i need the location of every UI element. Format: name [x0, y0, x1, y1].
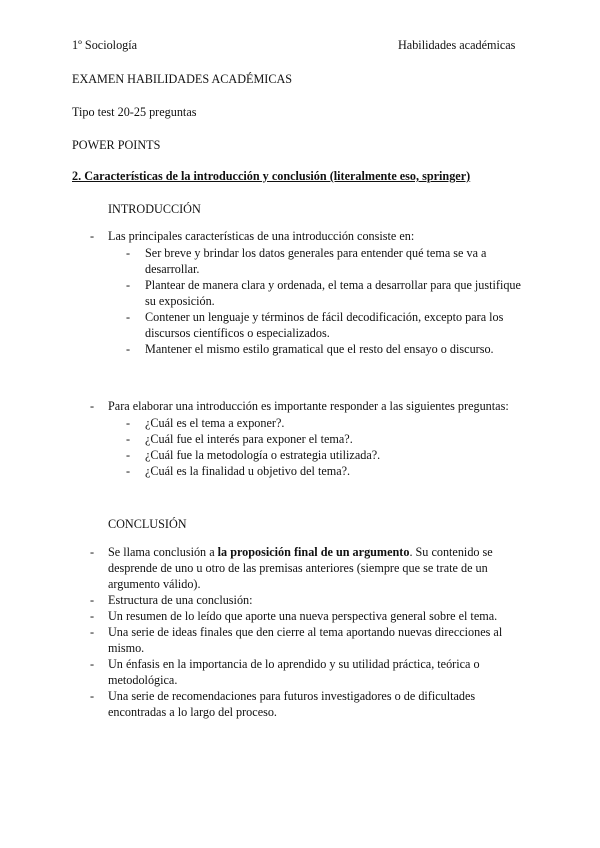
exam-subtitle: Tipo test 20-25 preguntas: [72, 105, 197, 119]
conclusion-item-4-line-2: mismo.: [108, 641, 145, 655]
conclusion-item-1-post: . Su contenido se: [409, 545, 493, 559]
sub-dash: -: [126, 310, 131, 324]
sub-dash: -: [126, 246, 131, 260]
intro-sub-2-line-2: su exposición.: [145, 294, 215, 308]
introduccion-heading: INTRODUCCIÓN: [108, 202, 201, 216]
question-3: ¿Cuál fue la metodología o estrategia utilizada?.: [145, 448, 381, 462]
intro-bullet-1-text: Las principales características de una introducción consiste en:: [108, 229, 415, 243]
sub-dash: -: [126, 464, 131, 478]
conclusion-item-4-line-1: Una serie de ideas finales que den cierre al tema aportando nuevas direcciones al: [108, 625, 503, 639]
intro-sub-1-line-2: desarrollar.: [145, 262, 200, 276]
intro-sub-2-line-1: Plantear de manera clara y ordenada, el tema a desarrollar para que justifique: [145, 278, 521, 292]
bullet-dash: -: [90, 229, 95, 243]
bullet-dash: -: [90, 545, 95, 559]
intro-sub-4-line-1: Mantener el mismo estilo gramatical que el resto del ensayo o discurso.: [145, 342, 494, 356]
question-1: ¿Cuál es el tema a exponer?.: [145, 416, 285, 430]
section-label: POWER POINTS: [72, 138, 161, 152]
bullet-dash: -: [90, 689, 95, 703]
intro-sub-3-line-2: discursos científicos o especializados.: [145, 326, 330, 340]
conclusion-item-1-pre: Se llama conclusión a: [108, 545, 218, 559]
conclusion-item-2: Estructura de una conclusión:: [108, 593, 253, 607]
conclusion-heading: CONCLUSIÓN: [108, 517, 187, 531]
bullet-dash: -: [90, 399, 95, 413]
section-heading: 2. Características de la introducción y conclusión (literalmente eso, springer): [72, 169, 471, 183]
question-4: ¿Cuál es la finalidad u objetivo del tema?.: [145, 464, 351, 478]
sub-dash: -: [126, 432, 131, 446]
sub-dash: -: [126, 278, 131, 292]
conclusion-item-1-bold: la proposición final de un argumento: [217, 545, 410, 559]
header-subject: Habilidades académicas: [398, 38, 516, 52]
sub-dash: -: [126, 416, 131, 430]
intro-sub-1-line-1: Ser breve y brindar los datos generales para entender qué tema se va a: [145, 246, 487, 260]
bullet-dash: -: [90, 657, 95, 671]
bullet-dash: -: [90, 593, 95, 607]
intro-sub-3-line-1: Contener un lenguaje y términos de fácil decodificación, excepto para los: [145, 310, 504, 324]
conclusion-item-5-line-2: metodológica.: [108, 673, 178, 687]
exam-title: EXAMEN HABILIDADES ACADÉMICAS: [72, 72, 293, 86]
conclusion-item-3: Un resumen de lo leído que aporte una nueva perspectiva general sobre el tema.: [108, 609, 498, 623]
bullet-dash: -: [90, 625, 95, 639]
conclusion-item-6-line-2: encontradas a lo largo del proceso.: [108, 705, 277, 719]
intro-bullet-2-text: Para elaborar una introducción es importante responder a las siguientes preguntas:: [108, 399, 509, 413]
bullet-dash: -: [90, 609, 95, 623]
conclusion-item-1-line-3: argumento válido).: [108, 577, 201, 591]
conclusion-item-1-line-2: desprende de uno u otro de las premisas anteriores (siempre que se trate de un: [108, 561, 488, 575]
conclusion-item-5-line-1: Un énfasis en la importancia de lo aprendido y su utilidad práctica, teórica o: [108, 657, 480, 671]
conclusion-item-6-line-1: Una serie de recomendaciones para futuros investigadores o de dificultades: [108, 689, 476, 703]
sub-dash: -: [126, 448, 131, 462]
sub-dash: -: [126, 342, 131, 356]
question-2: ¿Cuál fue el interés para exponer el tema?.: [145, 432, 353, 446]
conclusion-item-1-line-1: [108, 544, 493, 560]
header-course: 1º Sociología: [72, 38, 138, 52]
